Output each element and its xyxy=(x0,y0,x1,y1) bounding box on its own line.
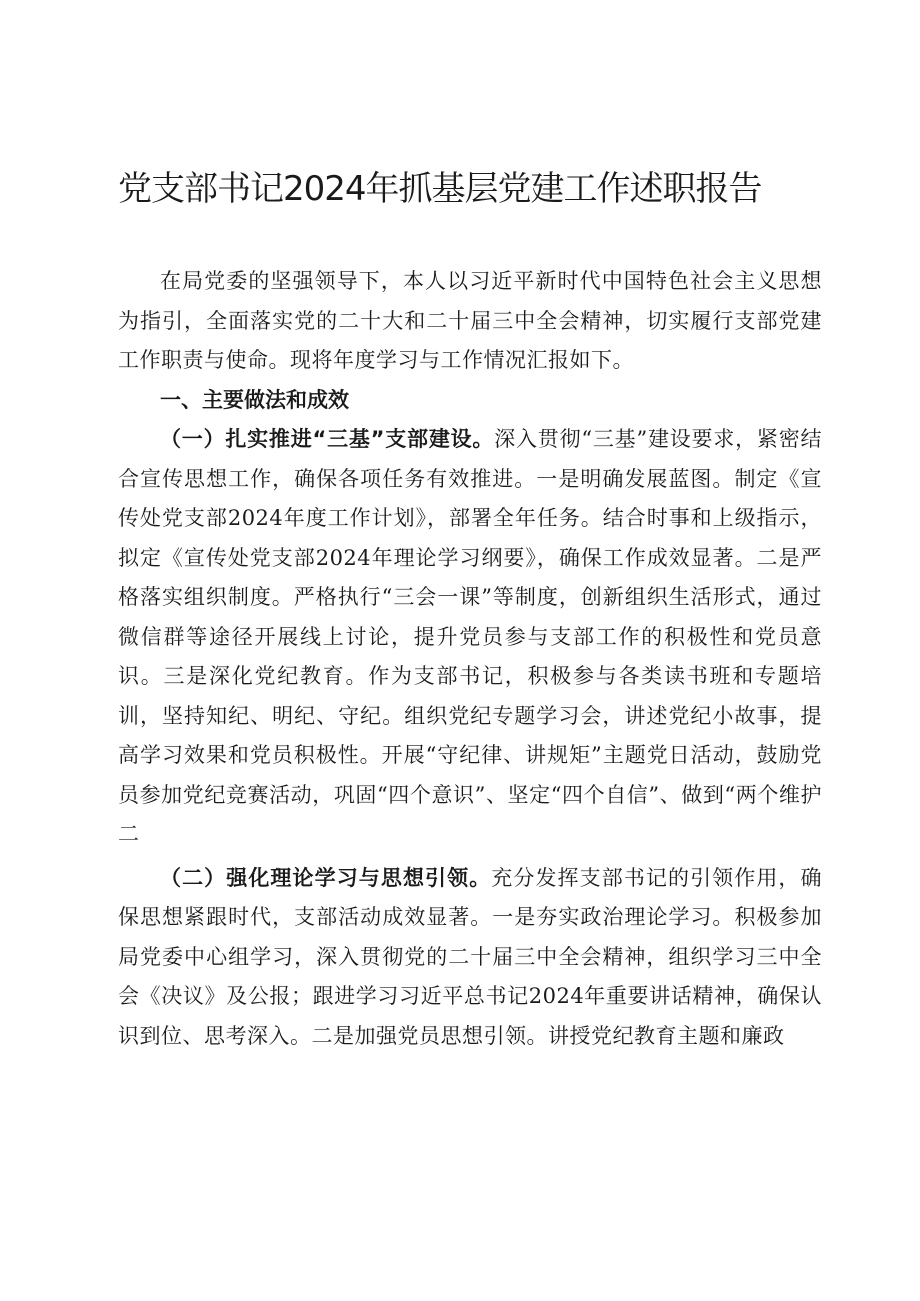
item-1-text: 深入贯彻“三基”建设要求，紧密结合宣传思想工作，确保各项任务有效推进。一是明确发展蓝图。制定《宣传处党支部2024年度工作计划》，部署全年任务。结合时事和上级指示，拟定《宣传处党支部2024年理论学习纲要》，确保工作成效显著。二是严格落实组织制度。严格执行“三会一课”等制度，创新组织生活形式，通过微信群等途径开展线上讨论，提升党员参与支部工作的积极性和党员意识。三是深化党纪教育。作为支部书记，积极参与各类读书班和专题培训，坚持知纪、明纪、守纪。组织党纪专题学习会，讲述党纪小故事，提高学习效果和党员积极性。开展“守纪律、讲规矩”主题党日活动，鼓励党员参加党纪竞赛活动，巩固“四个意识”、坚定“四个自信”、做到“两个维护二 xyxy=(118,427,822,846)
document-title: 党支部书记2024年抓基层党建工作述职报告 xyxy=(118,169,762,209)
item-2-paragraph xyxy=(118,859,822,1057)
intro-paragraph: 在局党委的坚强领导下，本人以习近平新时代中国特色社会主义思想为指引，全面落实党的二十大和二十届三中全会精神，切实履行支部党建工作职责与使命。现将年度学习与工作情况汇报如下。 xyxy=(118,269,822,372)
item-1-paragraph xyxy=(118,420,822,855)
item-2-heading: （二）强化理论学习与思想引领。 xyxy=(160,865,492,890)
document-body xyxy=(118,262,822,1056)
item-2-text: 充分发挥支部书记的引领作用，确保思想紧跟时代，支部活动成效显著。一是夯实政治理论学习。积极参加局党委中心组学习，深入贯彻党的二十届三中全会精神，组织学习三中全会《决议》及公报；跟进学习习近平总书记2024年重要讲话精神，确保认识到位、思考深入。二是加强党员思想引领。讲授党纪教育主题和廉政 xyxy=(118,865,823,1048)
item-1-heading: （一）扎实推进“三基”支部建设。 xyxy=(160,427,495,451)
section-heading: 一、主要做法和成效 xyxy=(160,387,349,412)
